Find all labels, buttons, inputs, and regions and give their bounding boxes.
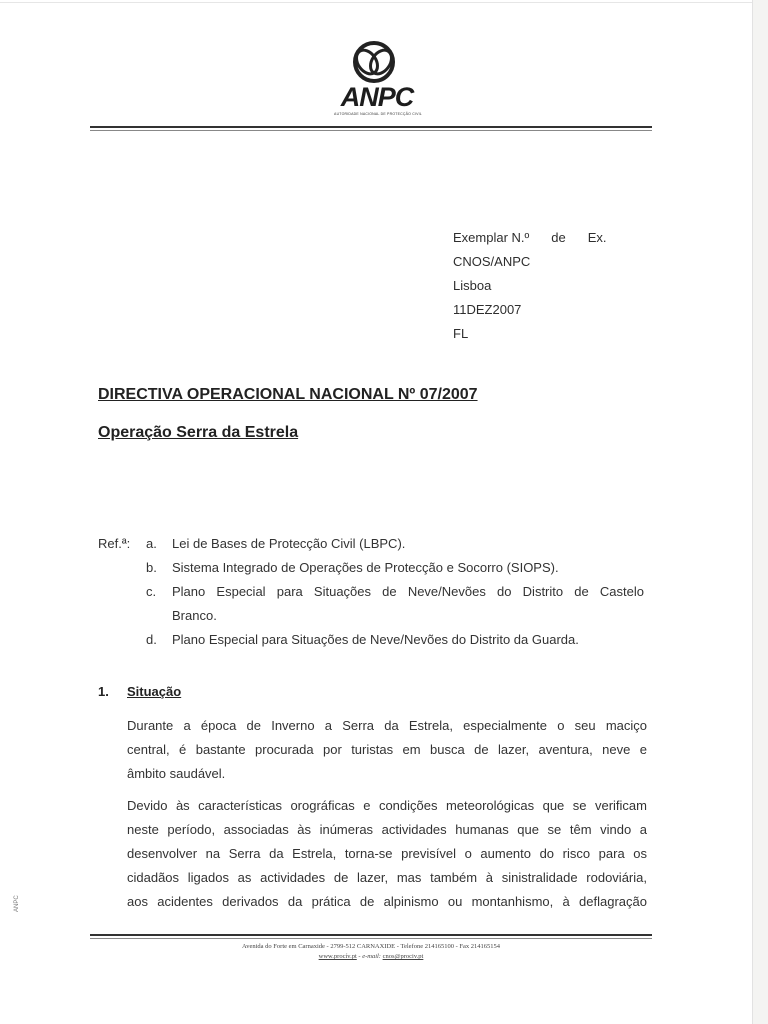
- paragraph-line: âmbito saudável.: [127, 766, 226, 781]
- de-label: de: [551, 230, 566, 245]
- exemplar-label: Exemplar N.º: [453, 230, 530, 245]
- footer-email-label: - e-mail:: [358, 953, 381, 960]
- anpc-logo-icon: [349, 40, 399, 86]
- margin-note: ANPC: [14, 895, 20, 912]
- section-title: Situação: [127, 684, 182, 699]
- header-rule: [90, 126, 652, 128]
- reference-marker: c.: [146, 584, 157, 599]
- reference-item-b: [146, 560, 171, 575]
- reference-text-c-line1: Plano Especial para Situações de Neve/Nevões do Distrito de Castelo: [172, 584, 644, 599]
- ex-label: Ex.: [587, 230, 607, 245]
- footer-website-link[interactable]: www.procív.pt: [318, 953, 357, 960]
- paragraph-line: cidadãos ligados as actividades de lazer, mas também à sinistralidade rodoviária,: [127, 870, 647, 885]
- reference-text-a: Lei de Bases de Protecção Civil (LBPC).: [172, 536, 406, 551]
- footer-email-link[interactable]: cnos@prociv.pt: [382, 953, 424, 960]
- footer-links: [90, 952, 652, 962]
- scan-edge-line: [0, 2, 752, 3]
- operation-title: Operação Serra da Estrela: [98, 424, 299, 441]
- anpc-logo: [322, 40, 432, 120]
- paragraph-line: Devido às características orográficas e condições meteorológicas que se verificam: [127, 798, 647, 813]
- paragraph-line: Durante a época de Inverno a Serra da Estrela, especialmente o seu maciço: [127, 718, 647, 733]
- reference-text-c-line2: Branco.: [172, 608, 217, 623]
- logo-wordmark: ANPC: [340, 82, 414, 112]
- reference-item-a: [146, 536, 171, 551]
- paragraph-1: [127, 714, 647, 786]
- footer-address: Avenida do Forte em Carnaxide - 2799-512 CARNAXIDE - Telefone 214165100 - Fax 214165154: [242, 943, 500, 950]
- page-footer: [90, 942, 652, 962]
- reference-text-b: Sistema Integrado de Operações de Protecção e Socorro (SIOPS).: [172, 560, 559, 575]
- paragraph-line: neste período, associadas às inúmeras actividades humanas que se têm vindo a: [127, 822, 647, 837]
- reference-item-d: [146, 632, 171, 647]
- reference-marker: a.: [146, 536, 157, 551]
- date-row: 11DEZ2007: [453, 302, 522, 317]
- reference-marker: d.: [146, 632, 157, 647]
- paragraph-line: central, é bastante procurada por turistas em busca de lazer, aventura, neve e: [127, 742, 647, 757]
- logo-subtitle: AUTORIDADE NACIONAL DE PROTECÇÃO CIVIL: [334, 112, 422, 116]
- origin-row: CNOS/ANPC: [453, 254, 531, 269]
- footer-rule-thin: [90, 938, 652, 939]
- directive-title: DIRECTIVA OPERACIONAL NACIONAL Nº 07/2007: [98, 386, 478, 403]
- section-number: 1.: [98, 684, 109, 699]
- reference-marker: b.: [146, 560, 157, 575]
- place-row: Lisboa: [453, 278, 492, 293]
- footer-rule: [90, 934, 652, 936]
- exemplar-row: [453, 226, 607, 250]
- reference-item-c: [146, 584, 171, 599]
- paragraph-line: desenvolver na Serra da Estrela, torna-se previsível o aumento do risco para os: [127, 846, 647, 861]
- references-lead: Ref.ª:: [98, 536, 131, 551]
- fl-row: FL: [453, 326, 469, 341]
- paragraph-line: aos acidentes derivados da prática de alpinismo ou montanhismo, à deflagração: [127, 894, 647, 909]
- paragraph-2: [127, 794, 647, 914]
- reference-block: [453, 226, 607, 346]
- header-rule-thin: [90, 130, 652, 131]
- reference-text-d: Plano Especial para Situações de Neve/Nevões do Distrito da Guarda.: [172, 632, 579, 647]
